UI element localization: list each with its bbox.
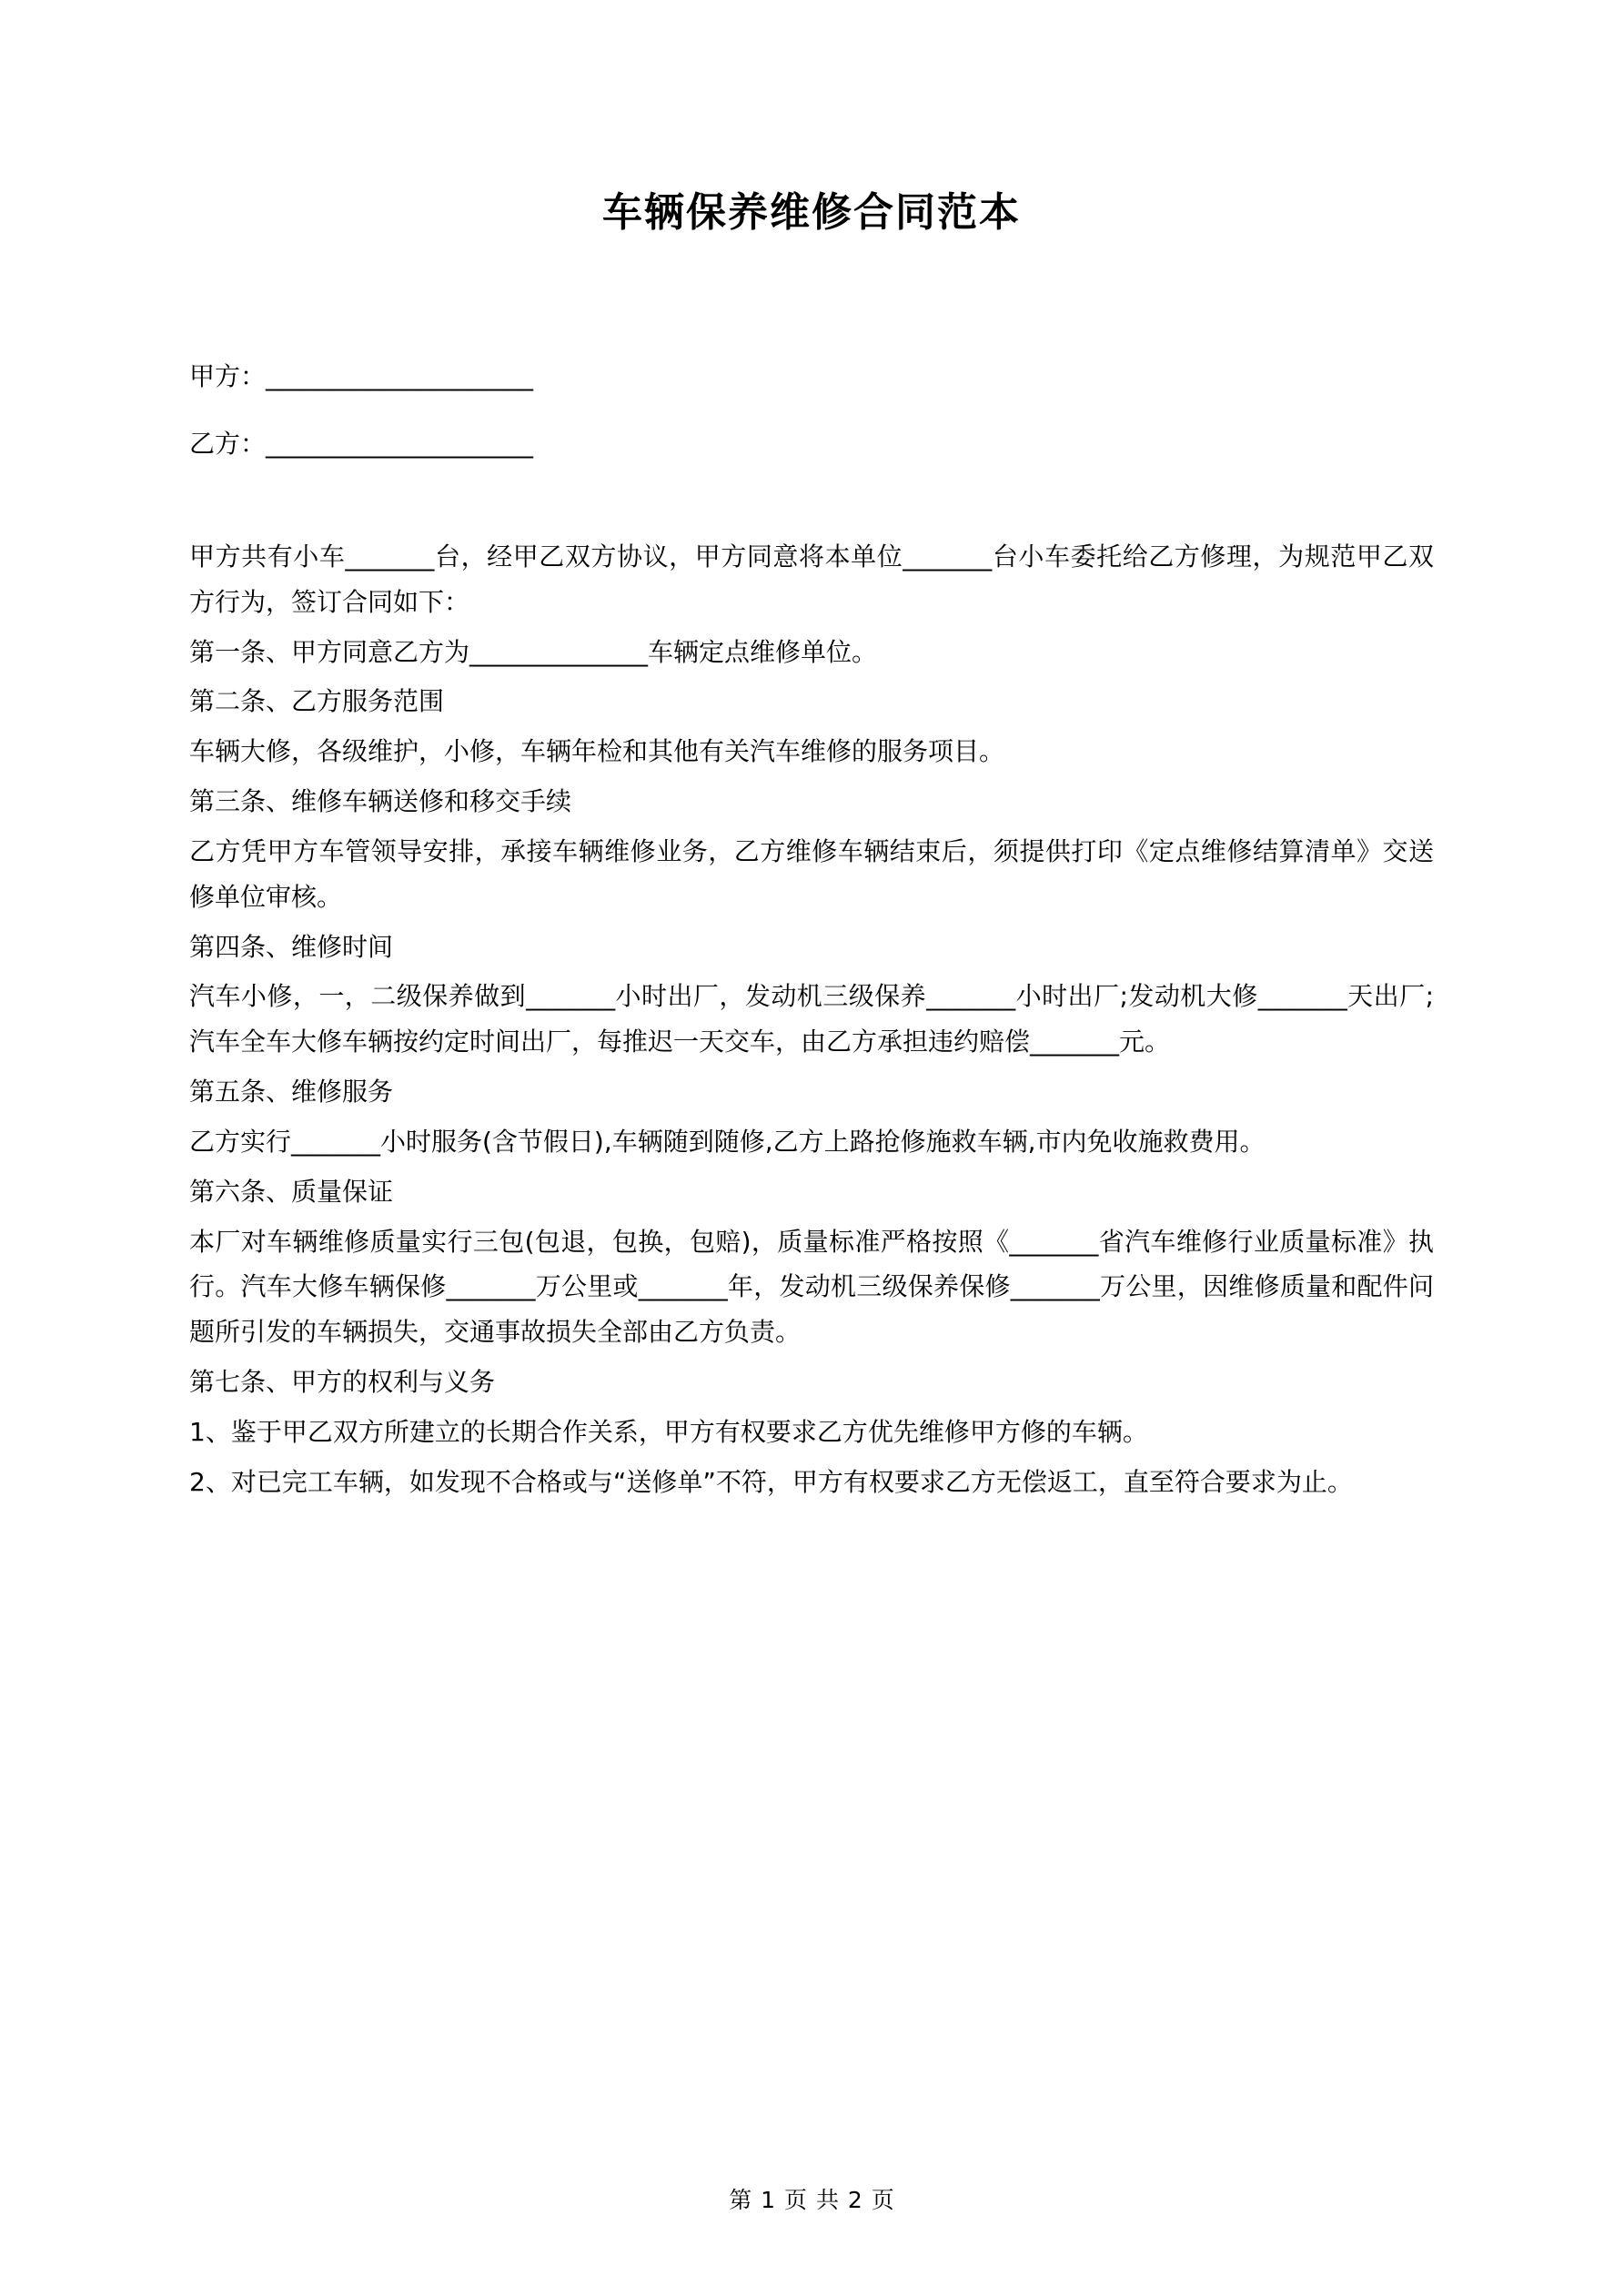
paragraph: 第七条、甲方的权利与义务 (189, 1367, 496, 1398)
paragraph: 第六条、质量保证 (189, 1176, 394, 1207)
paragraph: 1、鉴于甲乙双方所建立的长期合作关系，甲方有权要求乙方优先维修甲方修的车辆。 (189, 1416, 1148, 1447)
contract-body (189, 534, 1434, 1505)
paragraph: 乙方凭甲方车管领导安排，承接车辆维修业务，乙方维修车辆结束后，须提供打印《定点维修结算清单》交送修单位审核。 (189, 835, 1434, 912)
party-a-line: 甲方：_____________________ (189, 361, 534, 392)
paragraph: 第五条、维修服务 (189, 1077, 394, 1108)
paragraph: 车辆大修，各级维护，小修，车辆年检和其他有关汽车维修的服务项目。 (189, 736, 1005, 767)
paragraph: 2、对已完工车辆，如发现不合格或与“送修单”不符，甲方有权要求乙方无偿返工，直至符合要求为止。 (189, 1466, 1353, 1497)
paragraph: 第四条、维修时间 (189, 931, 394, 962)
paragraph: 甲方共有小车_______台，经甲乙双方协议，甲方同意将本单位_______台小车委托给乙方修理，为规范甲乙双方行为，签订合同如下： (189, 541, 1434, 617)
paragraph: 第一条、甲方同意乙方为______________车辆定点维修单位。 (189, 636, 878, 667)
paragraph: 第二条、乙方服务范围 (189, 686, 445, 717)
document-content (189, 0, 1434, 1510)
party-block (189, 357, 1434, 463)
paragraph: 第三条、维修车辆送修和移交手续 (189, 786, 572, 817)
paragraph: 本厂对车辆维修质量实行三包(包退，包换，包赔)，质量标准严格按照《_______省汽车维修行业质量标准》执行。汽车大修车辆保修_______万公里或_______年，发动机三级保养保修_______万公里，因维修质量和配件问题所引发的车辆损失，交通事故损失全部由乙方负责。 (189, 1226, 1434, 1348)
page-footer: 第 1 页 共 2 页 (729, 2187, 895, 2213)
party-b-line: 乙方：_____________________ (189, 428, 534, 459)
paragraph: 汽车小修，一，二级保养做到_______小时出厂，发动机三级保养_______小时出厂;发动机大修_______天出厂;汽车全车大修车辆按约定时间出厂，每推迟一天交车，由乙方承担违约赔偿_______元。 (189, 981, 1434, 1057)
page-title: 车辆保养维修合同范本 (602, 189, 1021, 236)
paragraph: 乙方实行_______小时服务(含节假日),车辆随到随修,乙方上路抢修施救车辆,市内免收施救费用。 (189, 1126, 1266, 1157)
